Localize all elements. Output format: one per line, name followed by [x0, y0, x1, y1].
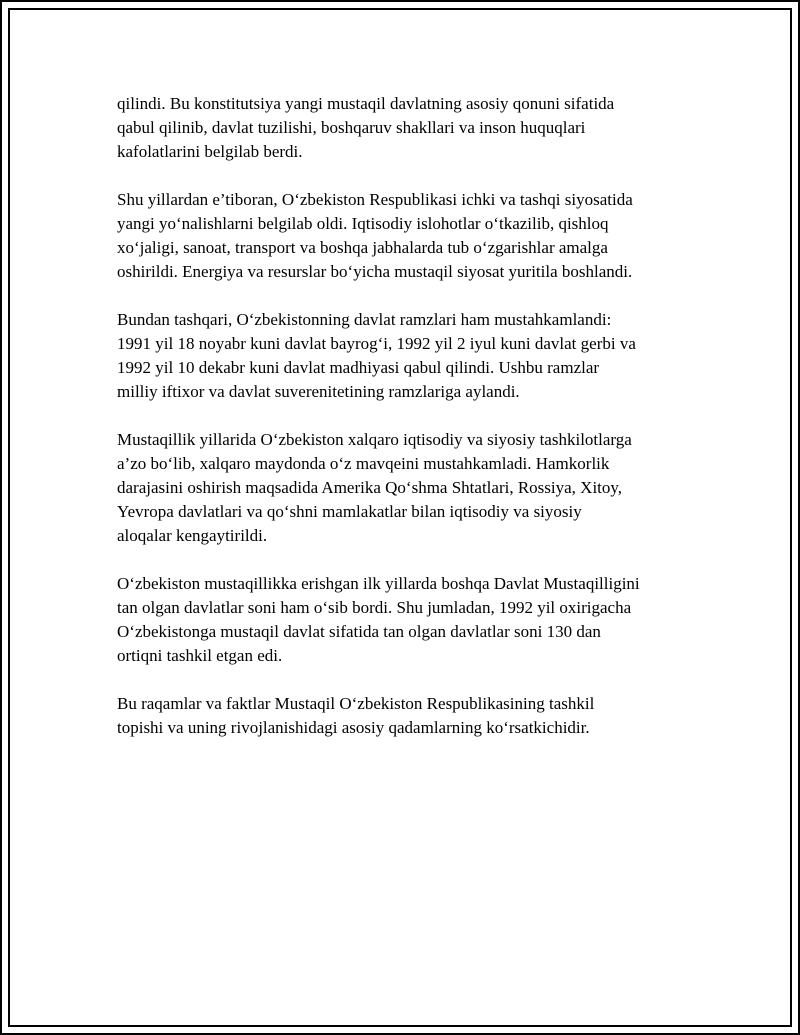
text-line: 1991 yil 18 noyabr kuni davlat bayrog‘i, 1992 yil 2 iyul kuni davlat gerbi va: [117, 334, 636, 353]
document-body: [117, 92, 717, 764]
text-line: qabul qilinib, davlat tuzilishi, boshqaruv shakllari va inson huquqlari: [117, 118, 586, 137]
text-line: aloqalar kengaytirildi.: [117, 526, 268, 545]
text-line: Yevropa davlatlari va qo‘shni mamlakatlar bilan iqtisodiy va siyosiy: [117, 502, 582, 521]
paragraph-reforms: [117, 188, 717, 284]
text-line: O‘zbekistonga mustaqil davlat sifatida tan olgan davlatlar soni 130 dan: [117, 622, 601, 641]
paragraph-international-relations: [117, 428, 717, 548]
text-line: Shu yillardan e’tiboran, O‘zbekiston Respublikasi ichki va tashqi siyosatida: [117, 190, 633, 209]
text-line: a’zo bo‘lib, xalqaro maydonda o‘z mavqeini mustahkamladi. Hamkorlik: [117, 454, 610, 473]
paragraph-recognition: [117, 572, 717, 668]
text-line: ortiqni tashkil etgan edi.: [117, 646, 283, 665]
text-line: topishi va uning rivojlanishidagi asosiy qadamlarning ko‘rsatkichidir.: [117, 718, 590, 737]
text-line: Mustaqillik yillarida O‘zbekiston xalqaro iqtisodiy va siyosiy tashkilotlarga: [117, 430, 632, 449]
text-line: yangi yo‘nalishlarni belgilab oldi. Iqtisodiy islohotlar o‘tkazilib, qishloq: [117, 214, 609, 233]
text-line: qilindi. Bu konstitutsiya yangi mustaqil davlatning asosiy qonuni sifatida: [117, 94, 615, 113]
paragraph-constitution: [117, 92, 717, 164]
paragraph-conclusion: [117, 692, 717, 740]
text-line: kafolatlarini belgilab berdi.: [117, 142, 303, 161]
text-line: Bu raqamlar va faktlar Mustaqil O‘zbekiston Respublikasining tashkil: [117, 694, 595, 713]
text-line: oshirildi. Energiya va resurslar bo‘yicha mustaqil siyosat yuritila boshlandi.: [117, 262, 633, 281]
text-line: 1992 yil 10 dekabr kuni davlat madhiyasi qabul qilindi. Ushbu ramzlar: [117, 358, 600, 377]
text-line: xo‘jaligi, sanoat, transport va boshqa jabhalarda tub o‘zgarishlar amalga: [117, 238, 608, 257]
text-line: milliy iftixor va davlat suverenitetining ramzlariga aylandi.: [117, 382, 520, 401]
text-line: O‘zbekiston mustaqillikka erishgan ilk yillarda boshqa Davlat Mustaqilligini: [117, 574, 640, 593]
paragraph-state-symbols: [117, 308, 717, 404]
text-line: Bundan tashqari, O‘zbekistonning davlat ramzlari ham mustahkamlandi:: [117, 310, 612, 329]
text-line: tan olgan davlatlar soni ham o‘sib bordi. Shu jumladan, 1992 yil oxirigacha: [117, 598, 632, 617]
text-line: darajasini oshirish maqsadida Amerika Qo‘shma Shtatlari, Rossiya, Xitoy,: [117, 478, 623, 497]
